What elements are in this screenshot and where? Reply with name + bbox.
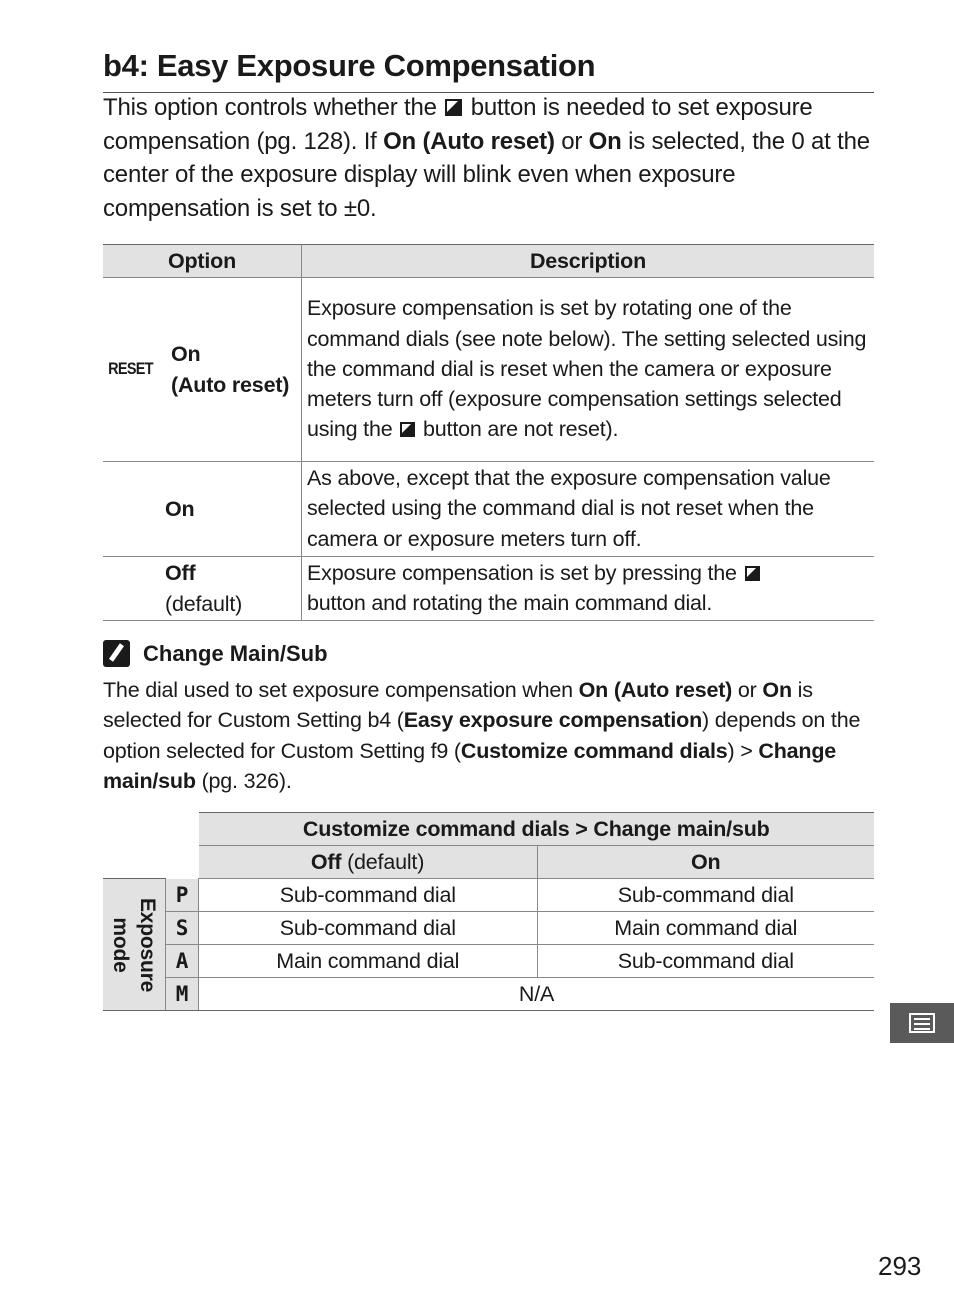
exposure-compensation-icon <box>745 566 760 581</box>
note-setting-name: Change main/sub <box>103 738 837 793</box>
reset-icon: RESET <box>108 359 153 379</box>
pencil-icon <box>103 640 130 667</box>
option-name <box>103 558 301 619</box>
mode-table-subheader-row <box>103 846 874 879</box>
blank-cell <box>103 813 199 846</box>
option-cell <box>103 556 302 621</box>
table-row <box>103 978 874 1011</box>
description-cell: As above, except that the exposure compensation value selected using the command dial is not reset when the camera or exposure meters turn off. <box>302 462 875 557</box>
option-name-line2: (Auto reset) <box>171 372 290 397</box>
mode-m-icon: M <box>166 978 199 1011</box>
column-off-label: Off <box>310 850 342 874</box>
option-name: On <box>165 496 195 521</box>
exposure-mode-label <box>103 879 166 1011</box>
note-paragraph <box>103 675 878 796</box>
description-text: Exposure compensation is set by rotating one of the command dials (see note below). The setting selected using the command dial is reset when the camera or exposure meters turn off (exposure compensation settings selected using the <box>307 296 867 442</box>
off-value: Sub-command dial <box>199 879 538 912</box>
exposure-compensation-icon <box>445 99 462 116</box>
note-option-auto-reset: On (Auto reset) <box>578 678 733 702</box>
intro-option-on: On <box>588 127 622 155</box>
table-row <box>103 945 874 978</box>
note-text: The dial used to set exposure compensation when <box>103 678 573 702</box>
mode-s-icon: S <box>166 912 199 945</box>
intro-paragraph <box>103 91 874 225</box>
option-name-line2: (default) <box>165 591 243 616</box>
off-value: Sub-command dial <box>199 912 538 945</box>
menu-list-icon <box>909 1013 935 1033</box>
option-name <box>171 339 289 400</box>
blank-cell <box>103 846 199 879</box>
custom-settings-tab <box>890 1003 954 1043</box>
note-text: ) depends on the option selected for Custom Setting f9 ( <box>103 708 861 763</box>
option-cell <box>103 462 302 557</box>
command-dial-table <box>103 812 874 1011</box>
mode-p-icon: P <box>166 879 199 912</box>
header-description: Description <box>302 245 875 278</box>
mode-a-icon: A <box>166 945 199 978</box>
intro-option-auto-reset: On (Auto reset) <box>383 127 555 155</box>
description-text: Exposure compensation is set by pressing the <box>307 560 737 585</box>
intro-text-3: is selected, the 0 at the center of the exposure display will blink even when exposure compensation is set to ±0. <box>103 127 870 222</box>
na-value: N/A <box>199 978 875 1011</box>
row-label-line2: mode <box>109 916 132 973</box>
description-cell <box>302 556 875 621</box>
option-name-line1: On <box>171 342 201 367</box>
table-row <box>103 462 874 557</box>
mode-table-title: Customize command dials > Change main/sub <box>199 813 875 846</box>
note-text: or <box>737 678 757 702</box>
note-text: is selected for Custom Setting b4 ( <box>103 678 813 733</box>
option-name-line1: Off <box>165 561 196 586</box>
on-value: Sub-command dial <box>537 945 874 978</box>
description-text: button are not reset). <box>423 417 619 442</box>
note-heading <box>103 640 328 667</box>
options-table-header <box>103 245 874 278</box>
option-cell <box>103 278 302 462</box>
page-number: 293 <box>878 1251 922 1281</box>
table-row <box>103 556 874 621</box>
on-value: Main command dial <box>537 912 874 945</box>
table-row <box>103 879 874 912</box>
description-cell <box>302 278 875 462</box>
row-label-line1: Exposure <box>136 897 159 992</box>
table-row <box>103 912 874 945</box>
exposure-compensation-icon <box>400 422 415 437</box>
intro-text-1: This option controls whether the <box>103 94 437 121</box>
column-on: On <box>537 846 874 879</box>
header-option: Option <box>103 245 302 278</box>
column-off <box>199 846 538 879</box>
note-text: ) > <box>727 738 753 763</box>
intro-text-2: button is needed to set exposure compensation (pg. 128). If <box>103 94 813 155</box>
note-heading-text: Change Main/Sub <box>143 640 328 666</box>
table-row <box>103 278 874 462</box>
mode-table-header-row <box>103 813 874 846</box>
note-setting-name: Easy exposure compensation <box>403 708 703 733</box>
description-text: button and rotating the main command dial. <box>307 591 713 616</box>
note-text: (pg. 326). <box>201 768 292 793</box>
off-value: Main command dial <box>199 945 538 978</box>
on-value: Sub-command dial <box>537 879 874 912</box>
column-off-default: (default) <box>347 850 425 874</box>
note-setting-name: Customize command dials <box>460 738 728 763</box>
options-table <box>103 244 874 621</box>
note-option-on: On <box>762 678 792 702</box>
page-title: b4: Easy Exposure Compensation <box>103 46 874 93</box>
intro-text-or: or <box>561 127 583 155</box>
